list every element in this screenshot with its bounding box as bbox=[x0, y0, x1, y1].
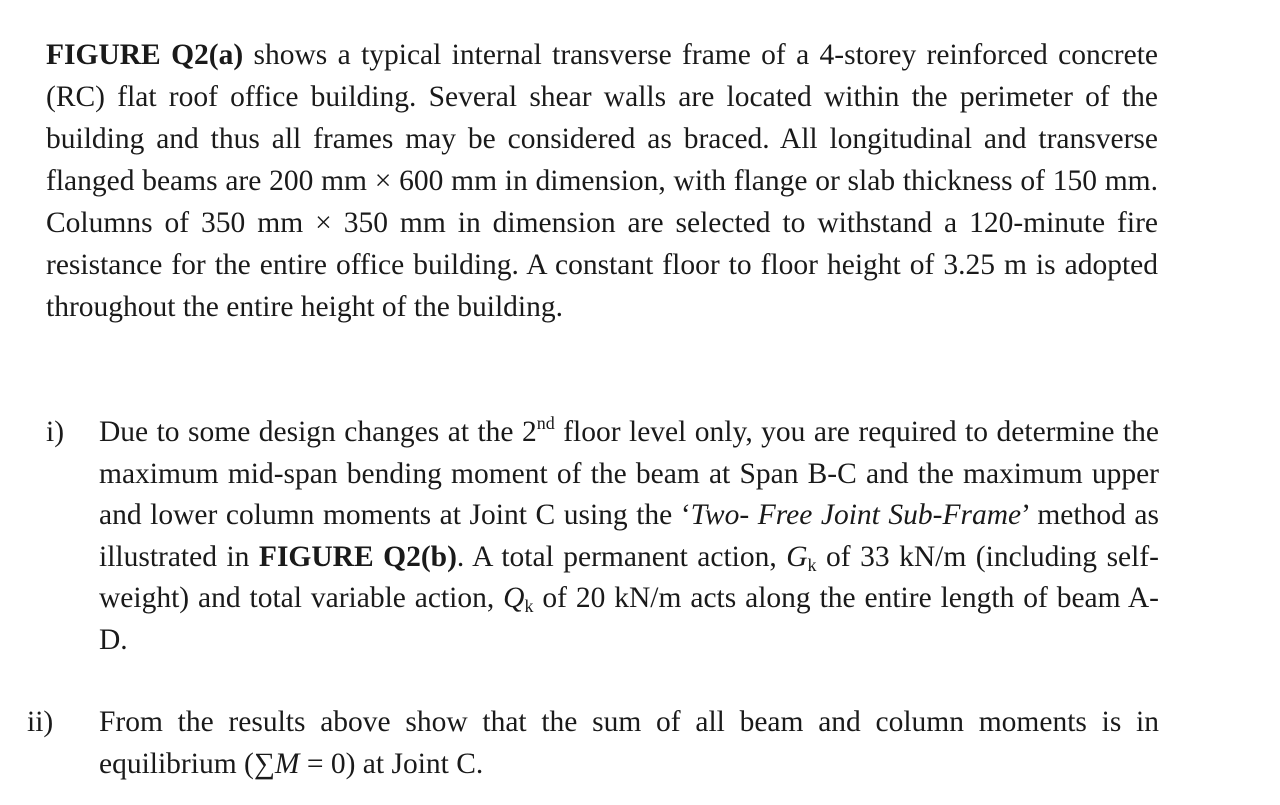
qk-subscript: k bbox=[524, 596, 534, 616]
figure-q2b-reference: FIGURE Q2(b) bbox=[258, 540, 457, 573]
gk-symbol: G bbox=[786, 540, 808, 573]
item-ii-text-a: From the results above show that the sum of all beam and column moments is in equilibrium ( bbox=[99, 706, 1159, 780]
figure-q2a-reference: FIGURE Q2(a) bbox=[46, 39, 244, 71]
item-ii-text bbox=[99, 702, 1159, 785]
intro-paragraph bbox=[46, 34, 1158, 328]
item-ii-label: ii) bbox=[27, 706, 54, 738]
item-i-text bbox=[99, 412, 1159, 661]
ordinal-suffix: nd bbox=[536, 413, 555, 433]
item-i-text-f: of 20 kN/m acts along the entire length of beam A-D. bbox=[99, 582, 1160, 656]
item-i-label: i) bbox=[46, 416, 65, 448]
item-i-text-a: Due to some design changes at the 2 bbox=[99, 416, 537, 448]
item-i-text-c: ’ method as illustrated in bbox=[99, 499, 1159, 573]
item-i-text-b: floor level only, you are required to determine the maximum mid-span bending moment of the beam at Span B-C and the maximum upper and lower column moments at Joint C using the ‘ bbox=[99, 416, 1159, 531]
method-name: Two- Free Joint Sub-Frame bbox=[690, 499, 1022, 531]
item-ii-text-b: = 0) at Joint C. bbox=[299, 747, 484, 780]
moment-symbol: M bbox=[274, 747, 300, 780]
item-i-text-e: of 33 kN/m (including self-weight) and total variable action, bbox=[99, 540, 1159, 614]
sum-symbol: ∑ bbox=[253, 747, 275, 780]
gk-subscript: k bbox=[807, 554, 817, 575]
qk-symbol: Q bbox=[503, 582, 525, 614]
intro-text: shows a typical internal transverse frame of a 4-storey reinforced concrete (RC) flat roof office building. Several shear walls are located within the perimeter of the building and thus all frames may be considered as braced. All longitudinal and transverse flanged beams are 200 mm × 600 mm in dimension, with flange or slab thickness of 150 mm. Columns of 350 mm × 350 mm in dimension are selected to withstand a 120-minute fire resistance for the entire office building. A constant floor to floor height of 3.25 m is adopted throughout the entire height of the building. bbox=[46, 39, 1158, 323]
item-i-text-d: . A total permanent action, bbox=[456, 540, 787, 573]
